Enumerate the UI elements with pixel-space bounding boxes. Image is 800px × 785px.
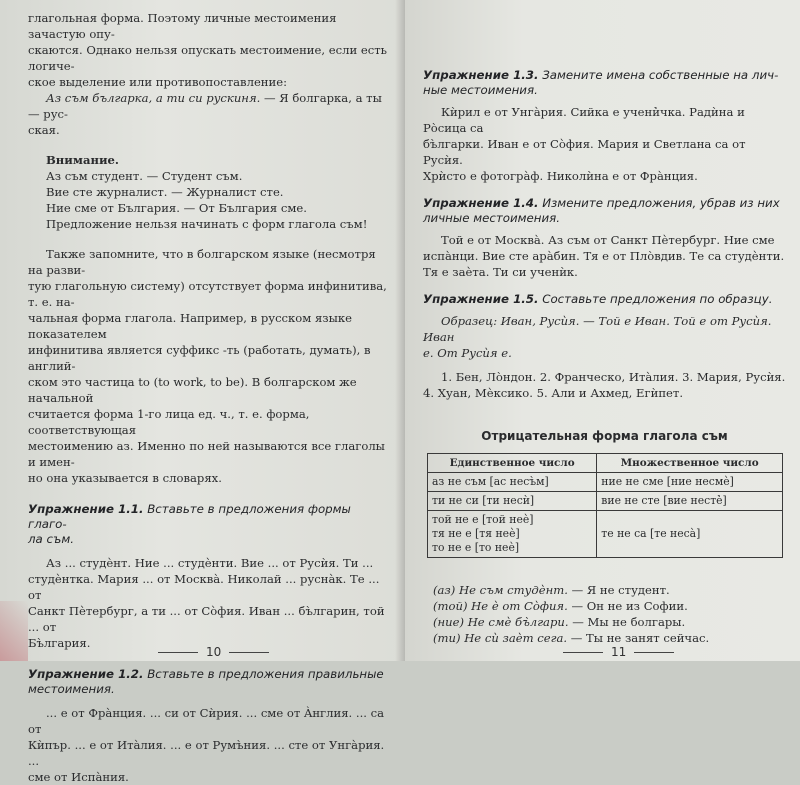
exercise-1-4-body (423, 232, 786, 280)
cell-plural: те не са [те несà] (597, 511, 783, 558)
para-line: местоимению аз. Именно по ней называются все глаголы и имен- (28, 439, 385, 469)
cell-line: тя не е [тя неѐ] (432, 527, 520, 540)
example-line: (ти) Не сѝ заѐт сега. — Ты не занят сейчас. (433, 631, 710, 645)
exercise-line: Тя е заѐта. Ти си ученѝк. (423, 265, 578, 279)
exercise-1-3-title (423, 68, 786, 98)
cell-singular (428, 511, 597, 558)
exercise-task: Вставьте в предложения формы глаго- (28, 502, 351, 531)
exercise-1-5-title (423, 292, 786, 307)
exercise-line: испàнци. Вие сте арàбин. Тя е от Пло̀вдив. Те са студѐнти. (423, 249, 785, 263)
sample-line: е. От Русѝя е. (423, 346, 512, 360)
exercise-number: Упражнение 1.1. (28, 502, 144, 516)
para-line: ском это частица to (to work, to be). В болгарском же начальной (28, 375, 357, 405)
sample-line: Образец: Иван, Русѝя. — Той е Иван. Той е от Русѝя. Иван (423, 314, 772, 344)
exercise-task: Замените имена собственные на лич- (542, 68, 779, 82)
table-row (428, 492, 783, 511)
table-row (428, 473, 783, 492)
cell-singular: аз не съм [ас несъ̀м] (428, 473, 597, 492)
intro-line: ское выделение или противопоставление: (28, 75, 288, 89)
para-line: тую глагольную систему) отсутствует форма инфинитива, т. е. на- (28, 279, 387, 309)
intro-example-end: ская. (28, 123, 60, 137)
exercise-line: ... е от Фрàнция. ... си от Сѝрия. ... сме от Àнглия. ... са от (28, 706, 385, 736)
exercise-task: личные местоимения. (423, 211, 560, 225)
exercise-1-3-body (423, 104, 786, 184)
negative-form-table (427, 453, 783, 558)
exercise-task: Измените предложения, убрав из них (542, 196, 780, 210)
example-line: (ние) Не смѐ бъ̀лгари. — Мы не болгары. (433, 615, 686, 629)
exercise-number: Упражнение 1.5. (423, 292, 539, 306)
attention-block (46, 152, 389, 232)
cell-line: той не е [той неѐ] (432, 513, 534, 526)
intro-paragraph (28, 10, 389, 138)
header-plural: Множественное число (597, 454, 783, 473)
table-title: Отрицательная форма глагола съм (481, 429, 728, 443)
infinitive-paragraph (28, 246, 389, 486)
example-line: (аз) Не съм студѐнт. — Я не студент. (433, 583, 670, 597)
exercise-line: сме от Испàния. (28, 770, 129, 784)
exercise-1-4-title (423, 196, 786, 226)
intro-example (28, 90, 389, 122)
exercise-number: Упражнение 1.2. (28, 667, 144, 681)
exercise-1-5-sample (423, 313, 786, 361)
exercise-1-2-body (28, 705, 389, 785)
exercise-task: Составьте предложения по образцу. (542, 292, 773, 306)
intro-line: глагольная форма. Поэтому личные местоимения зачастую опу- (28, 11, 337, 41)
para-line: Также запомните, что в болгарском языке (несмотря на разви- (28, 247, 376, 277)
table-header-row (428, 454, 783, 473)
cell-plural: вие не сте [вие несте̇̀] (597, 492, 783, 511)
exercise-1-2-title (28, 667, 389, 697)
exercise-line: Санкт Пѐтербург, а ти ... от Сòфия. Иван ... бъ̀лгарин, той ... от (28, 604, 385, 634)
para-line: чальная форма глагола. Например, в русском языке показателем (28, 311, 352, 341)
para-line: но она указывается в словарях. (28, 471, 222, 485)
attention-title: Внимание. (46, 153, 119, 167)
page-number-right: 11 (555, 645, 682, 659)
exercise-line: Хрѝсто е фотогрàф. Николѝна е от Фрàнция. (423, 169, 698, 183)
example-bg: Аз съм българка, а ти си рускиня. (46, 91, 261, 105)
exercise-1-1-body (28, 555, 389, 651)
thumb-shadow (0, 601, 28, 661)
exercise-number: Упражнение 1.4. (423, 196, 539, 210)
exercise-line: бъ̀лгарки. Иван е от Сòфия. Мария и Светлана са от Русѝя. (423, 137, 746, 167)
exercise-line: 1. Бен, Ло̀ндон. 2. Франческо, Итàлия. 3. Мария, Русѝя. (441, 370, 786, 384)
attention-line: Вие сте журналист. — Журналист сте. (46, 185, 284, 199)
example-line: (той) Не ѐ от Сòфия. — Он не из Софии. (433, 599, 688, 613)
exercise-task: местоимения. (28, 682, 115, 696)
attention-line: Аз съм студент. — Студент съм. (46, 169, 243, 183)
cell-line: то не е [то неѐ] (432, 541, 520, 554)
exercise-1-5-body (423, 369, 786, 401)
exercise-line: Кѝрил е от Унгàрия. Сийка е учени̇̀чка. Радѝна и Ро̀сица са (423, 105, 745, 135)
example-ru: — Я болгарка, а ты — рус- (28, 91, 382, 121)
exercise-line: Бъ̀лгария. (28, 636, 91, 650)
cell-singular: ти не си [ти несѝ] (428, 492, 597, 511)
para-line: считается форма 1-го лица ед. ч., т. е. форма, соответствующая (28, 407, 310, 437)
exercise-line: Той е от Москвà. Аз съм от Санкт Пѐтербург. Ние сме (441, 233, 775, 247)
right-page (405, 0, 800, 661)
attention-line: Предложение нельзя начинать с форм глагола съм! (46, 217, 368, 231)
exercise-line: Аз ... студѐнт. Ние ... студѐнти. Вие ... от Русѝя. Ти ... (46, 556, 374, 570)
exercise-line: 4. Хуан, Мѐксико. 5. Али и Ахмед, Егѝпет. (423, 386, 684, 400)
exercise-line: студѐнтка. Мария ... от Москвà. Николай ... руснàк. Те ... от (28, 572, 380, 602)
para-line: инфинитива является суффикс -ть (работать, думать), в англий- (28, 343, 371, 373)
attention-line: Ние сме от България. — От България сме. (46, 201, 307, 215)
exercise-1-1-title (28, 502, 389, 547)
header-singular: Единственное число (428, 454, 597, 473)
table-row (428, 511, 783, 558)
exercise-task: Вставьте в предложения правильные (147, 667, 384, 681)
exercise-line: Кѝпър. ... е от Итàлия. ... е от Румъ̀ния. ... сте от Унгàрия. ... (28, 738, 385, 768)
exercise-task: ные местоимения. (423, 83, 538, 97)
exercise-number: Упражнение 1.3. (423, 68, 539, 82)
negative-examples (433, 582, 786, 646)
page-number-left: 10 (150, 645, 277, 659)
intro-line: скаются. Однако нельзя опускать местоимение, если есть логиче- (28, 43, 387, 73)
cell-plural: ние не сме [ние несмѐ] (597, 473, 783, 492)
exercise-task: ла съм. (28, 532, 74, 546)
